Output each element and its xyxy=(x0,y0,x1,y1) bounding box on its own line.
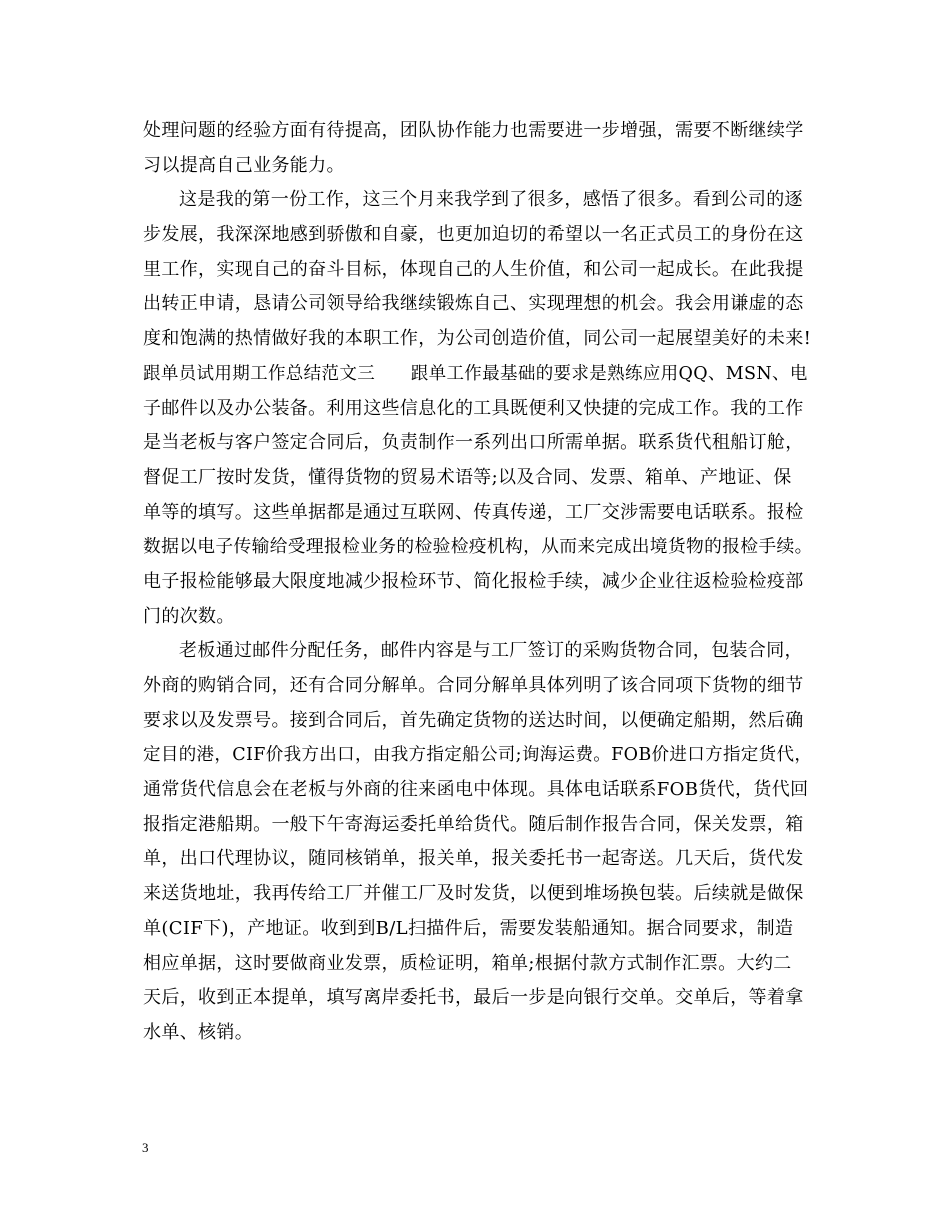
document-body xyxy=(143,114,815,1051)
text-line: 报指定港船期。一般下午寄海运委托单给货代。随后制作报告合同，保关发票，箱 xyxy=(143,813,804,835)
text-line: 单等的填写。这些单据都是通过互联网、传真传递，工厂交涉需要电话联系。报检 xyxy=(143,501,804,523)
text-line: 步发展，我深深地感到骄傲和自豪，也更加迫切的希望以一名正式员工的身份在这 xyxy=(143,224,804,246)
text-line: 天后，收到正本提单，填写离岸委托书，最后一步是向银行交单。交单后，等着拿 xyxy=(143,987,804,1009)
text-line: 相应单据，这时要做商业发票，质检证明，箱单;根据付款方式制作汇票。大约二 xyxy=(143,952,792,974)
text-line: 督促工厂按时发货，懂得货物的贸易术语等;以及合同、发票、箱单、产地证、保 xyxy=(143,466,792,488)
text-line: 单(CIF下)，产地证。收到到B/L扫描件后，需要发装船通知。据合同要求，制造 xyxy=(143,917,794,939)
text-line: 处理问题的经验方面有待提高，团队协作能力也需要进一步增强，需要不断继续学 xyxy=(143,120,804,141)
text-line: 这是我的第一份工作，这三个月来我学到了很多，感悟了很多。看到公司的逐 xyxy=(179,189,803,211)
text-line: 外商的购销合同，还有合同分解单。合同分解单具体列明了该合同项下货物的细节 xyxy=(143,675,804,696)
text-line: 出转正申请，恳请公司领导给我继续锻炼自己、实现理想的机会。我会用谦虚的态 xyxy=(143,293,804,315)
text-line: 里工作，实现自己的奋斗目标，体现自己的人生价值，和公司一起成长。在此我提 xyxy=(143,258,804,280)
page-number: 3 xyxy=(142,1140,149,1155)
text-line: 跟单员试用期工作总结范文三 跟单工作最基础的要求是熟练应用QQ、MSN、电 xyxy=(143,363,808,384)
text-line: 要求以及发票号。接到合同后，首先确定货物的送达时间，以便确定船期，然后确 xyxy=(143,709,804,731)
text-line: 单，出口代理协议，随同核销单，报关单，报关委托书一起寄送。几天后，货代发 xyxy=(143,848,804,870)
text-line: 数据以电子传输给受理报检业务的检验检疫机构，从而来完成出境货物的报检手续。 xyxy=(143,537,813,558)
text-line: 水单、核销。 xyxy=(143,1021,254,1043)
text-line: 子邮件以及办公装备。利用这些信息化的工具既便利又快捷的完成工作。我的工作 xyxy=(143,397,804,419)
text-line: 度和饱满的热情做好我的本职工作，为公司创造价值，同公司一起展望美好的未来! xyxy=(143,328,812,350)
text-line: 是当老板与客户签定合同后，负责制作一系列出口所需单据。联系货代租船订舱， xyxy=(143,432,804,454)
text-line: 电子报检能够最大限度地减少报检环节、简化报检手续，减少企业往返检验检疫部 xyxy=(143,570,804,592)
text-line: 来送货地址，我再传给工厂并催工厂及时发货，以便到堆场换包装。后续就是做保 xyxy=(143,883,804,905)
text-line: 定目的港，CIF价我方出口，由我方指定船公司;询海运费。FOB价进口方指定货代， xyxy=(143,745,813,766)
text-line: 老板通过邮件分配任务，邮件内容是与工厂签订的采购货物合同，包装合同， xyxy=(179,640,803,662)
text-line: 习以提高自己业务能力。 xyxy=(143,154,345,176)
text-line: 门的次数。 xyxy=(143,605,235,627)
text-line: 通常货代信息会在老板与外商的往来函电中体现。具体电话联系FOB货代，货代回 xyxy=(143,779,809,801)
